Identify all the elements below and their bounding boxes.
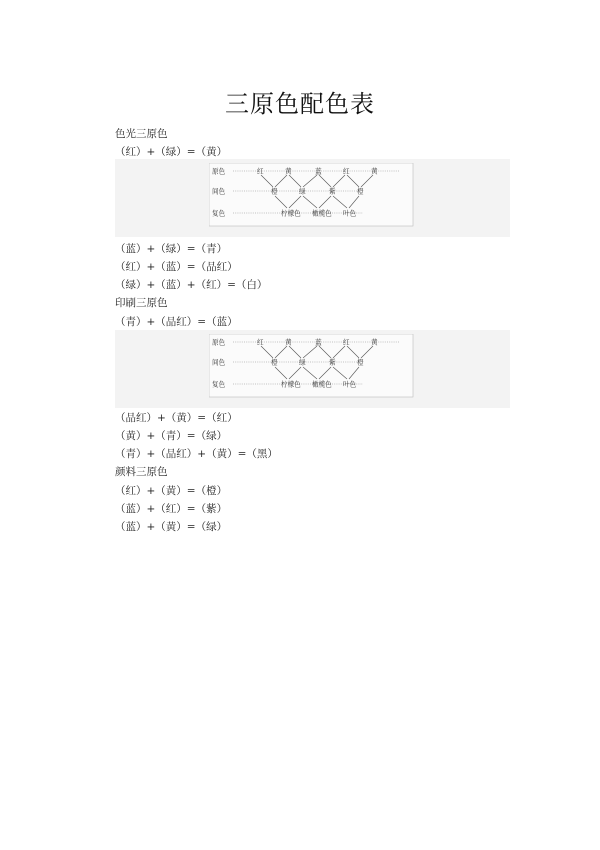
diagram-secondary: 橙	[357, 358, 364, 367]
diagram-secondary: 橙	[271, 187, 278, 196]
formula-line: （蓝）+（绿）=（青）	[115, 243, 228, 255]
diagram-label-secondary: 间色	[212, 358, 226, 367]
diagram-label-primary: 原色	[212, 167, 226, 176]
formula-line: （黄）+（青）=（绿）	[115, 430, 228, 442]
diagram-primary: 黄	[371, 338, 378, 347]
diagram-secondary: 紫	[329, 358, 336, 367]
section-heading-light: 色光三原色	[115, 128, 168, 140]
section-heading-pigment: 颜料三原色	[115, 466, 168, 478]
diagram-primary: 黄	[285, 338, 292, 347]
diagram-secondary: 绿	[299, 358, 306, 367]
diagram-tertiary: 柠檬色	[281, 209, 301, 218]
diagram-secondary: 紫	[329, 187, 336, 196]
formula-line: （蓝）+（黄）=（绿）	[115, 521, 228, 533]
section-heading-print: 印刷三原色	[115, 297, 168, 309]
diagram-primary: 黄	[285, 167, 292, 176]
diagram-primary: 红	[343, 167, 350, 176]
diagram-tertiary: 叶色	[343, 380, 357, 389]
diagram-tertiary: 橄榄色	[312, 209, 332, 218]
formula-line: （红）+（蓝）=（品红）	[115, 261, 238, 273]
diagram-primary: 蓝	[315, 338, 322, 347]
diagram-primary: 蓝	[315, 167, 322, 176]
page-title: 三原色配色表	[225, 90, 375, 118]
color-mixing-diagram	[209, 163, 414, 227]
color-mixing-diagram	[209, 334, 414, 398]
formula-line: （红）+（黄）=（橙）	[115, 485, 228, 497]
diagram-primary: 红	[257, 167, 264, 176]
formula-line: （红）+（绿）=（黄）	[115, 146, 228, 158]
formula-line: （蓝）+（红）=（紫）	[115, 503, 228, 515]
diagram-tertiary: 橄榄色	[312, 380, 332, 389]
diagram-tertiary: 柠檬色	[281, 380, 301, 389]
diagram-label-secondary: 间色	[212, 187, 226, 196]
diagram-primary: 红	[343, 338, 350, 347]
formula-line: （绿）+（蓝）+（红）=（白）	[115, 279, 268, 291]
formula-line: （青）+（品红）=（蓝）	[115, 316, 238, 328]
diagram-label-tertiary: 复色	[212, 209, 226, 218]
diagram-secondary: 橙	[357, 187, 364, 196]
formula-line: （品红）+（黄）=（红）	[115, 412, 238, 424]
diagram-secondary: 绿	[299, 187, 306, 196]
color-mixing-diagram-panel	[115, 330, 510, 408]
diagram-primary: 黄	[371, 167, 378, 176]
diagram-label-tertiary: 复色	[212, 380, 226, 389]
diagram-primary: 红	[257, 338, 264, 347]
diagram-tertiary: 叶色	[343, 209, 357, 218]
diagram-secondary: 橙	[271, 358, 278, 367]
formula-line: （青）+（品红）+（黄）=（黑）	[115, 448, 278, 460]
color-mixing-diagram-panel	[115, 159, 510, 237]
diagram-label-primary: 原色	[212, 338, 226, 347]
